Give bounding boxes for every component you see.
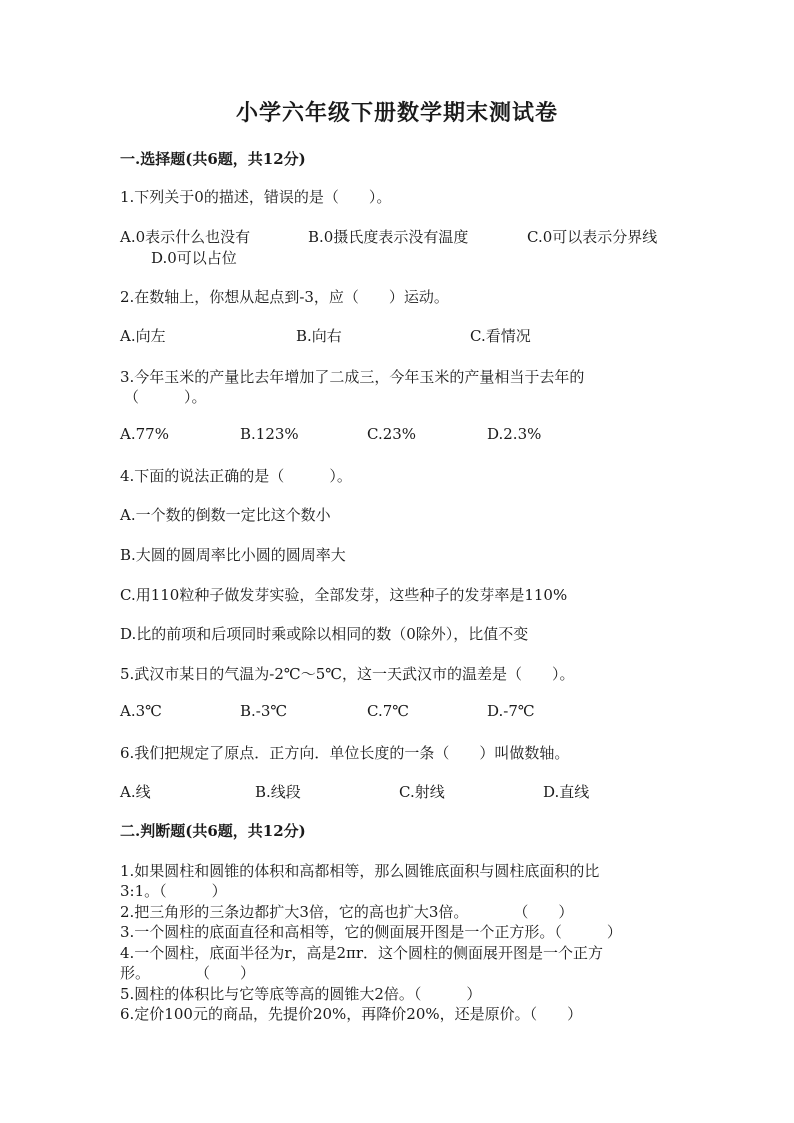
question-3-option-a: A.77% <box>120 425 169 443</box>
question-1-option-c: C.0可以表示分界线 <box>527 228 658 246</box>
question-5-option-d: D.-7℃ <box>487 702 535 720</box>
question-6-option-a: A.线 <box>120 783 151 801</box>
judgement-line-8: 6.定价100元的商品，先提价20%，再降价20%，还是原价。（ ） <box>120 1005 583 1023</box>
question-6-option-c: C.射线 <box>399 783 445 801</box>
section-heading-judgement: 二.判断题(共6题，共12分) <box>120 822 306 840</box>
question-6-option-b: B.线段 <box>255 783 301 801</box>
question-1-option-a: A.0表示什么也没有 <box>120 228 251 246</box>
question-2-option-a: A.向左 <box>120 327 166 345</box>
judgement-line-5: 4.一个圆柱，底面半径为r，高是2πr．这个圆柱的侧面展开图是一个正方 <box>120 944 604 962</box>
question-3-stem: 3.今年玉米的产量比去年增加了二成三，今年玉米的产量相当于去年的 <box>120 368 585 386</box>
judgement-line-6: 形。 （ ） <box>120 964 256 982</box>
question-5-option-b: B.-3℃ <box>240 702 288 720</box>
question-2-option-b: B.向右 <box>296 327 342 345</box>
question-6-option-d: D.直线 <box>543 783 590 801</box>
judgement-line-2: 3:1。（ ） <box>120 882 227 900</box>
question-3-option-c: C.23% <box>367 425 417 443</box>
judgement-line-7: 5.圆柱的体积比与它等底等高的圆锥大2倍。（ ） <box>120 985 482 1003</box>
question-1-option-d: D.0可以占位 <box>151 249 237 267</box>
judgement-line-4: 3.一个圆柱的底面直径和高相等，它的侧面展开图是一个正方形。（ ） <box>120 923 622 941</box>
question-3-stem-continued: （ ）。 <box>124 388 207 406</box>
question-3-option-d: D.2.3% <box>487 425 542 443</box>
question-4-option-a: A.一个数的倒数一定比这个数小 <box>120 506 331 524</box>
question-4-option-b: B.大圆的圆周率比小圆的圆周率大 <box>120 546 346 564</box>
question-2-stem: 2.在数轴上，你想从起点到-3，应（ ）运动。 <box>120 288 449 306</box>
page-title: 小学六年级下册数学期末测试卷 <box>235 100 558 126</box>
question-4-option-d: D.比的前项和后项同时乘或除以相同的数（0除外），比值不变 <box>120 625 529 643</box>
question-5-option-c: C.7℃ <box>367 702 410 720</box>
question-5-stem: 5.武汉市某日的气温为-2℃～5℃，这一天武汉市的温差是（ ）。 <box>120 665 575 683</box>
question-4-stem: 4.下面的说法正确的是（ ）。 <box>120 467 352 485</box>
question-1-stem: 1.下列关于0的描述，错误的是（ ）。 <box>120 188 392 206</box>
judgement-line-1: 1.如果圆柱和圆锥的体积和高都相等，那么圆锥底面积与圆柱底面积的比 <box>120 862 600 880</box>
section-heading-choice: 一.选择题(共6题，共12分) <box>120 150 306 168</box>
question-3-option-b: B.123% <box>240 425 299 443</box>
question-4-option-c: C.用110粒种子做发芽实验，全部发芽，这些种子的发芽率是110% <box>120 586 568 604</box>
judgement-line-3: 2.把三角形的三条边都扩大3倍，它的高也扩大3倍。 （ ） <box>120 903 574 921</box>
question-6-stem: 6.我们把规定了原点．正方向．单位长度的一条（ ）叫做数轴。 <box>120 744 570 762</box>
question-5-option-a: A.3℃ <box>120 702 162 720</box>
question-2-option-c: C.看情况 <box>470 327 531 345</box>
question-1-option-b: B.0摄氏度表示没有温度 <box>308 228 469 246</box>
